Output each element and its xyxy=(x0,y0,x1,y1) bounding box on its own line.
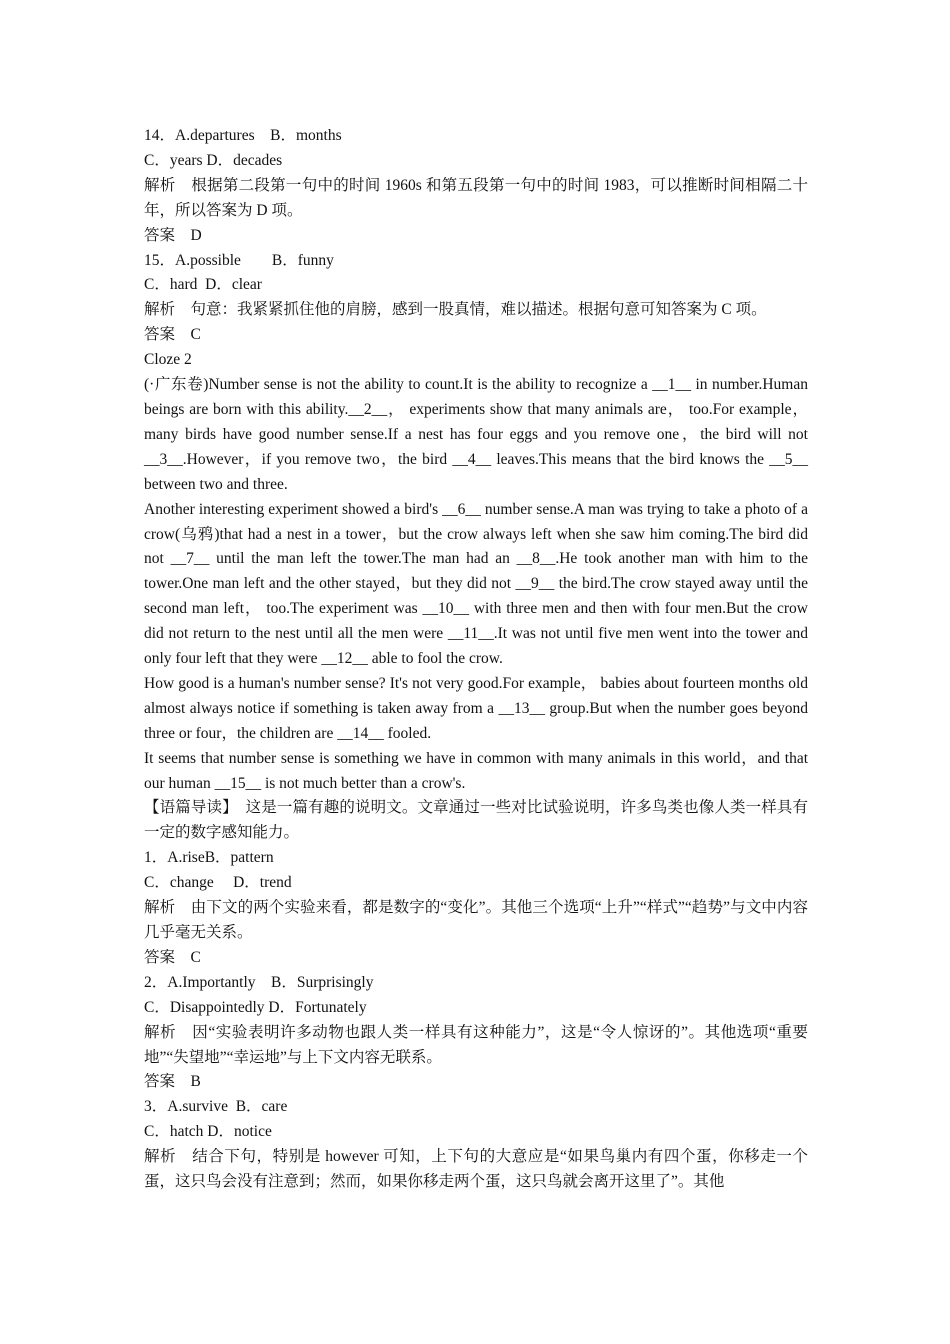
document-page xyxy=(144,124,808,1195)
question-15-options-cd: C．hard D．clear xyxy=(144,276,262,294)
question-3-analysis: 解析 结合下句，特别是 however 可知，上下句的大意应是“如果鸟巢内有四个蛋，你移走一个蛋，这只鸟会没有注意到；然而，如果你移走两个蛋，这只鸟就会离开这里了”。其他 xyxy=(144,1148,808,1191)
question-15-options-ab: 15．A.possible B．funny xyxy=(144,251,334,269)
question-1-options-ab: 1．A.riseB．pattern xyxy=(144,849,274,867)
passage-paragraph-1: (·广东卷)Number sense is not the ability to count.It is the ability to recognize a __1__ in number.Human beings are born with this ability.__2__， experiments show that many animals are， too.For example， many birds have good number sense.If a nest has four eggs and you remove one，the bird will not __3__.However，if you remove two，the bird __4__ leaves.This means that the bird knows the __5__ between two and three. xyxy=(144,376,808,493)
question-15-analysis: 解析 句意：我紧紧抓住他的肩膀，感到一股真情，难以描述。根据句意可知答案为 C 项。 xyxy=(144,301,767,319)
question-2-analysis: 解析 因“实验表明许多动物也跟人类一样具有这种能力”，这是“令人惊讶的”。其他选项“重要地”“失望地”“幸运地”与上下文内容无联系。 xyxy=(144,1023,808,1066)
passage-guide: 【语篇导读】 这是一篇有趣的说明文。文章通过一些对比试验说明，许多鸟类也像人类一样具有一定的数字感知能力。 xyxy=(144,799,808,842)
question-3-options-ab: 3．A.survive B．care xyxy=(144,1098,288,1116)
question-15-answer: 答案 C xyxy=(144,326,201,344)
question-14-options-ab: 14．A.departures B．months xyxy=(144,127,342,144)
question-1-analysis: 解析 由下文的两个实验来看，都是数字的“变化”。其他三个选项“上升”“样式”“趋势”与文中内容几乎毫无关系。 xyxy=(144,899,808,941)
passage-paragraph-3: How good is a human's number sense? It's not very good.For example， babies about fourteen months old almost always notice if something is taken away from a __13__ group.But when the number goes beyond three or four，the children are __14__ fooled. xyxy=(144,674,808,742)
question-1-options-cd: C．change D．trend xyxy=(144,874,292,892)
section-heading: Cloze 2 xyxy=(144,351,192,369)
question-2-options-cd: C．Disappointedly D．Fortunately xyxy=(144,998,367,1016)
question-14-options-cd: C．years D．decades xyxy=(144,151,283,169)
question-2-options-ab: 2．A.Importantly B．Surprisingly xyxy=(144,973,374,991)
question-14-analysis: 解析 根据第二段第一句中的时间 1960s 和第五段第一句中的时间 1983，可以推断时间相隔二十年，所以答案为 D 项。 xyxy=(144,176,808,219)
passage-paragraph-4: It seems that number sense is something we have in common with many animals in this world，and that our human __15__ is not much better than a crow's. xyxy=(144,749,808,792)
passage-paragraph-2: Another interesting experiment showed a bird's __6__ number sense.A man was trying to take a photo of a crow(乌鸦)that had a nest in a tower，but the crow always left when she saw him coming.The bird did not __7__ until the man left the tower.The man had an __8__.He took another man with him to the tower.One man left and the other stayed，but they did not __9__ the bird.The crow stayed away until the second man left， too.The experiment was __10__ with three men and then with four men.But the crow did not return to the nest until all the men were __11__.It was not until five men went into the tower and only four left that they were __12__ able to fool the crow. xyxy=(144,500,808,668)
question-14-answer: 答案 D xyxy=(144,226,202,244)
question-1-answer: 答案 C xyxy=(144,948,201,966)
question-2-answer: 答案 B xyxy=(144,1073,201,1091)
question-3-options-cd: C．hatch D．notice xyxy=(144,1123,272,1141)
